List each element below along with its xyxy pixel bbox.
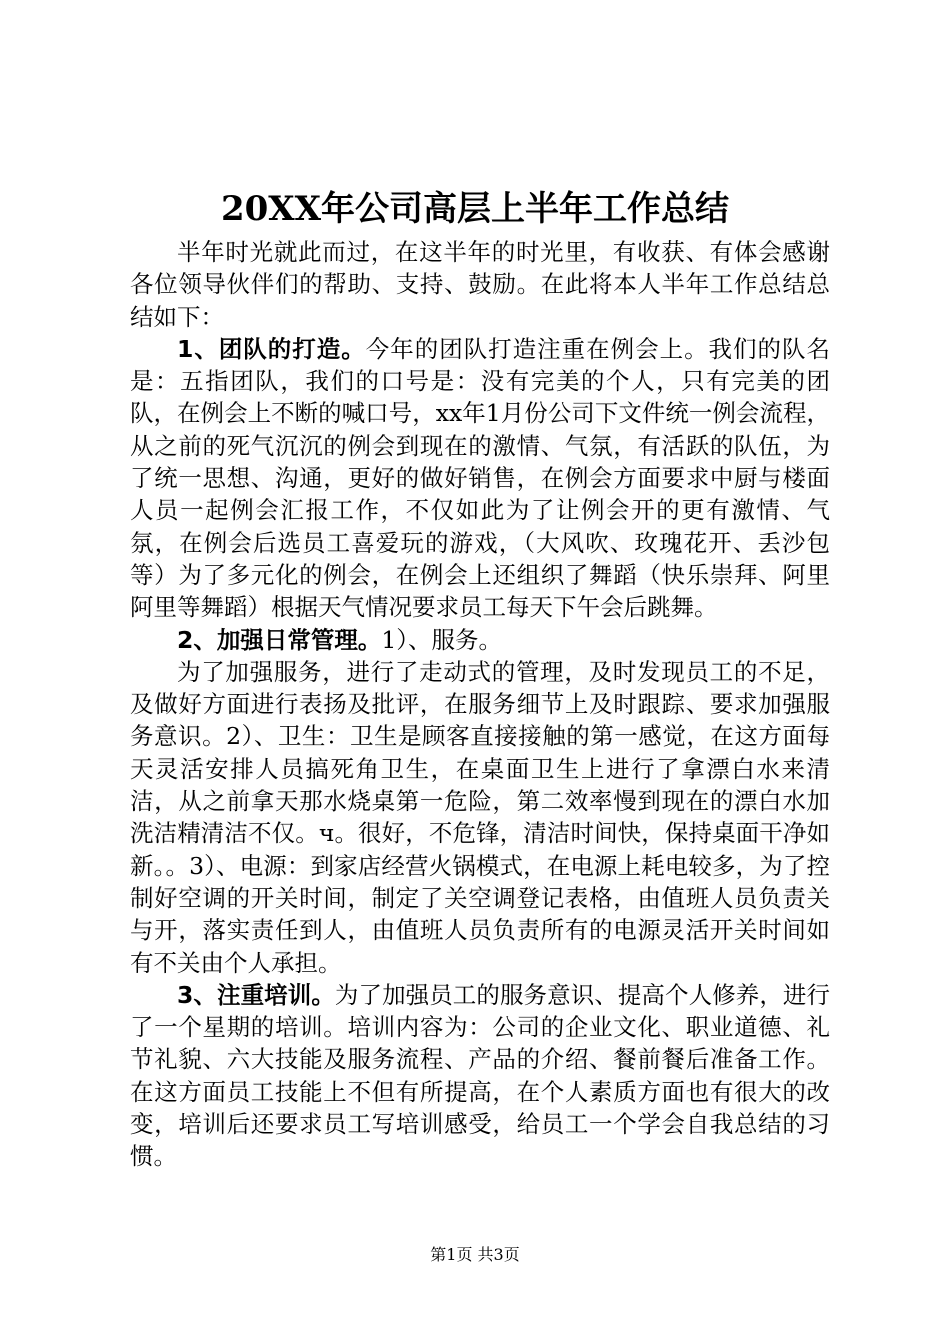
section-3-paragraph: [130, 979, 830, 1173]
section-3-heading: 3、注重培训。: [177, 980, 335, 1009]
intro-paragraph: 半年时光就此而过，在这半年的时光里，有收获、有体会感谢各位领导伙伴们的帮助、支持、鼓励。在此将本人半年工作总结总结如下：: [130, 238, 830, 331]
section-2-detail-paragraph: 为了加强服务，进行了走动式的管理，及时发现员工的不足，及做好方面进行表扬及批评，在服务细节上及时跟踪、要求加强服务意识。2）、卫生：卫生是顾客直接接触的第一感觉，在这方面每天灵活安排人员搞死角卫生，在桌面卫生上进行了拿漂白水来清洁，从之前拿天那水烧桌第一危险，第二效率慢到现在的漂白水加洗洁精清洁不仅。ч。很好，不危锋，清洁时间快，保持桌面干净如新。。3）、电源：到家店经营火锅模式，在电源上耗电较多，为了控制好空调的开关时间，制定了关空调登记表格，由值班人员负责关与开，落实责任到人，由值班人员负责所有的电源灵活开关时间如有不关由个人承担。: [130, 657, 830, 977]
section-1-paragraph: [130, 333, 830, 624]
section-2-text: 1）、服务。: [381, 625, 503, 654]
section-1-heading: 1、团队的打造。: [177, 334, 366, 363]
page-footer: 第1页 共3页: [430, 1245, 520, 1264]
section-2-paragraph: [130, 624, 830, 656]
section-1-text: 今年的团队打造注重在例会上。我们的队名是：五指团队，我们的口号是：没有完美的个人，只有完美的团队，在例会上不断的喊口号，xx年1月份公司下文件统一例会流程，从之前的死气沉沉的例会到现在的激情、气氛，有活跃的队伍，为了统一思想、沟通，更好的做好销售，在例会方面要求中厨与楼面人员一起例会汇报工作，不仅如此为了让例会开的更有激情、气氛，在例会后选员工喜爱玩的游戏，（大风吹、玫瑰花开、丢沙包等）为了多元化的例会，在例会上还组织了舞蹈（快乐崇拜、阿里阿里等舞蹈）根据天气情况要求员工每天下午会后跳舞。: [130, 334, 831, 622]
section-2-heading: 2、加强日常管理。: [177, 625, 382, 654]
section-3-text: 为了加强员工的服务意识、提高个人修养，进行了一个星期的培训。培训内容为：公司的企业文化、职业道德、礼节礼貌、六大技能及服务流程、产品的介绍、餐前餐后准备工作。在这方面员工技能上不但有所提高，在个人素质方面也有很大的改变，培训后还要求员工写培训感受，给员工一个学会自我总结的习惯。: [130, 980, 830, 1171]
document-body: [130, 236, 830, 1173]
document-title: 20XX年公司高层上半年工作总结: [220, 189, 730, 229]
